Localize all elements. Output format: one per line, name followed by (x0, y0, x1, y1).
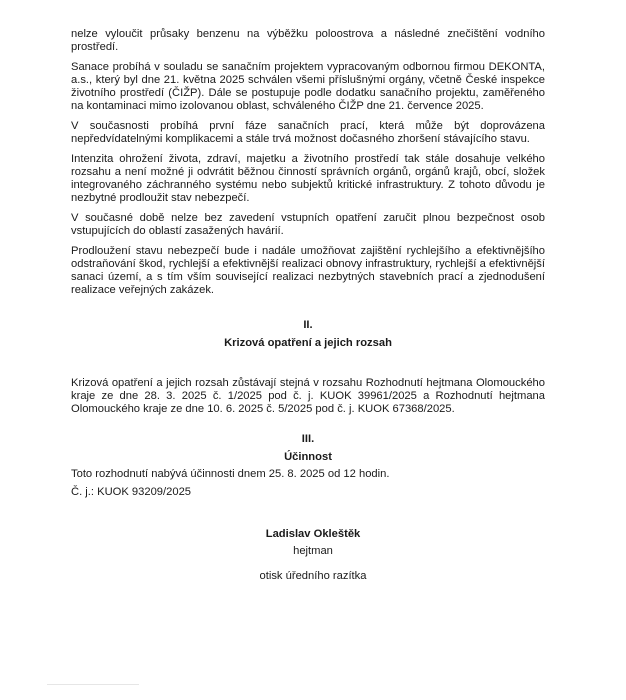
section-title: Účinnost (284, 451, 332, 463)
section-title: Krizová opatření a jejich rozsah (224, 337, 392, 349)
paragraph: V současnosti probíhá první fáze sanačních prací, která může být doprovázena nepředvídatelnými komplikacemi a stále trvá možnost dočasného zhoršení stávajícího stavu. (71, 120, 545, 145)
paragraph: Prodloužení stavu nebezpečí bude i nadále umožňovat zajištění rychlejšího a efektivnějšího odstraňování škod, rychlejší a efektivnější realizaci obnovy infrastruktury, rychlejší a efektivnější sanaci území, a s tím vším související realizaci nezbytných stavebních prací a zjednodušení realizace veřejných zakázek. (71, 245, 545, 296)
signatory-name: Ladislav Okleštěk (265, 528, 361, 540)
section-number: III. (301, 433, 315, 445)
paragraph: Intenzita ohrožení života, zdraví, majetku a životního prostředí tak stále dosahuje velkého rozsahu a není možné ji odvrátit běžnou činností správních orgánů, orgánů krajů, obcí, složek integrovaného záchranného systému nebo subjektů kritické infrastruktury. Z tohoto důvodu je nezbytné prodloužit stav nebezpečí. (71, 153, 545, 204)
paragraph: V současné době nelze bez zavedení vstupních opatření zaručit plnou bezpečnost osob vstupujících do oblastí zasažených havárií. (71, 212, 545, 237)
paragraph: Sanace probíhá v souladu se sanačním projektem vypracovaným odbornou firmou DEKONTA, a.s., který byl dne 21. května 2025 schválen všemi příslušnými orgány, včetně České inspekce životního prostředí (ČIŽP). Dále se postupuje podle dodatku sanačního projektu, zaměřeného na kontaminaci mimo izolovanou oblast, schváleného ČIŽP dne 21. července 2025. (71, 61, 545, 112)
effective-date-text: Toto rozhodnutí nabývá účinnosti dnem 25. 8. 2025 od 12 hodin. (71, 468, 390, 480)
section-number: II. (303, 319, 313, 331)
paragraph: Krizová opatření a jejich rozsah zůstávají stejná v rozsahu Rozhodnutí hejtmana Olomouckého kraje ze dne 28. 3. 2025 č. 1/2025 pod č. j. KUOK 39961/2025 a Rozhodnutí hejtmana Olomouckého kraje ze dne 10. 6. 2025 č. 5/2025 pod č. j. KUOK 67368/2025. (71, 377, 545, 415)
document-page (71, 28, 545, 504)
signatory-role: hejtman (293, 545, 333, 557)
paragraph: nelze vyloučit průsaky benzenu na výběžku poloostrova a následné znečištění vodního prostředí. (71, 28, 545, 53)
reference-number: Č. j.: KUOK 93209/2025 (71, 486, 192, 498)
footnote-divider (47, 684, 139, 685)
stamp-note: otisk úředního razítka (259, 570, 367, 582)
